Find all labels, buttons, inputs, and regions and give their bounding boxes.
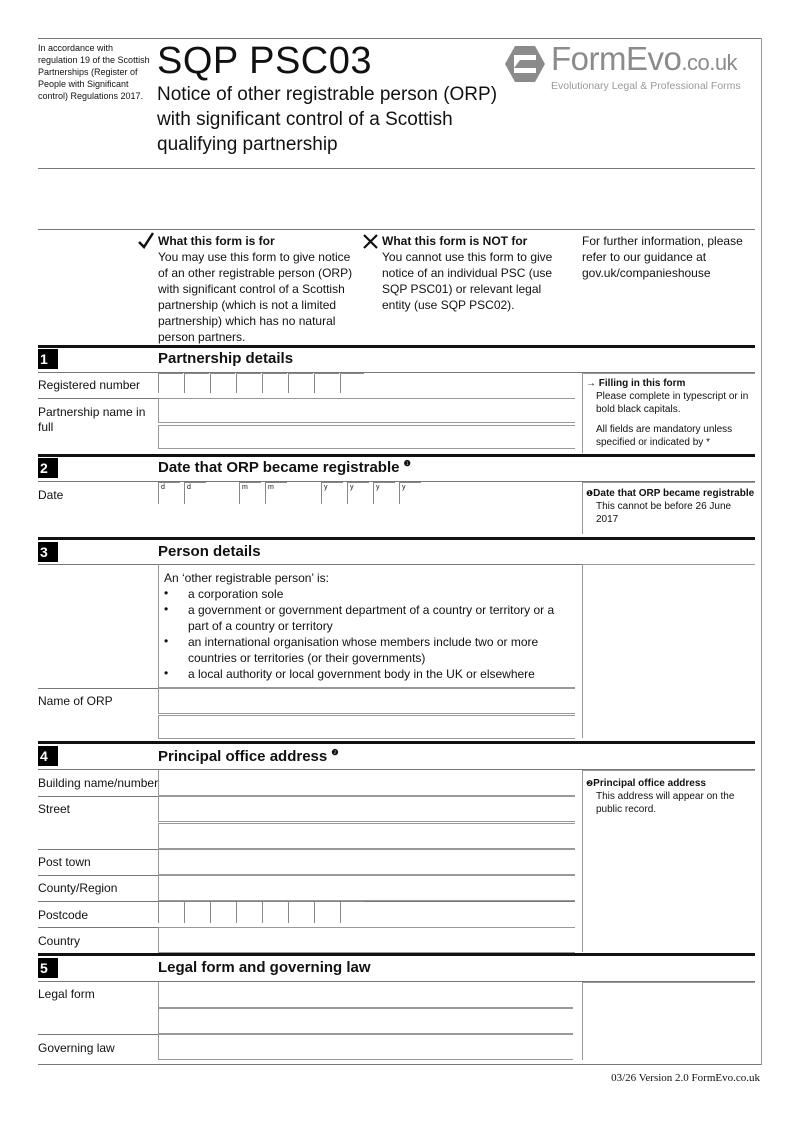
form-not-for-heading: What this form is NOT for bbox=[382, 234, 528, 248]
section2-rule bbox=[38, 454, 755, 457]
section4-rule bbox=[38, 741, 755, 744]
form-title: Notice of other registrable person (ORP) with significant control of a Scottish qualifying partnership bbox=[157, 84, 498, 155]
form-for-block bbox=[158, 233, 353, 345]
section1-title: Partnership details bbox=[158, 350, 294, 367]
hexagon-logo-icon bbox=[505, 44, 545, 84]
date-label: Date bbox=[38, 488, 64, 502]
info-1-icon: ❶ bbox=[403, 459, 411, 468]
regulation-note: In accordance with regulation 19 of the Scottish Partnerships (Register of People with Significant control) Regulations 2017. bbox=[38, 43, 150, 101]
digit-box[interactable] bbox=[158, 373, 183, 393]
postcode-box[interactable] bbox=[288, 901, 313, 923]
partnership-name-line2[interactable] bbox=[158, 425, 575, 449]
section5-rule bbox=[38, 953, 755, 956]
date-box-m1[interactable]: m bbox=[239, 482, 261, 504]
logo-tagline: Evolutionary Legal & Professional Forms bbox=[551, 80, 741, 92]
post-town-input[interactable] bbox=[158, 849, 575, 875]
orp-item-3: an international organisation whose members include two or more countries or territories (or their governments) bbox=[188, 635, 539, 665]
governing-law-input[interactable] bbox=[158, 1034, 573, 1060]
section3-rule bbox=[38, 537, 755, 540]
postcode-box[interactable] bbox=[158, 901, 183, 923]
bottom-rule bbox=[38, 1064, 761, 1065]
section5-number: 5 bbox=[38, 958, 58, 978]
date-box-d1[interactable]: d bbox=[158, 482, 180, 504]
check-icon bbox=[137, 232, 155, 250]
date-box-d2[interactable]: d bbox=[184, 482, 206, 504]
date-side-text: This cannot be before 26 June 2017 bbox=[596, 501, 732, 525]
section3-sidebox bbox=[582, 564, 755, 738]
form-code: SQP PSC03 bbox=[157, 40, 373, 82]
postcode-box[interactable] bbox=[340, 901, 364, 923]
name-of-orp-label: Name of ORP bbox=[38, 694, 113, 708]
arrow-icon: → bbox=[586, 378, 599, 389]
partnership-name-line1[interactable] bbox=[158, 398, 575, 423]
post-town-label: Post town bbox=[38, 855, 91, 869]
section2-number: 2 bbox=[38, 458, 58, 478]
orp-item-4: a local authority or local government body in the UK or elsewhere bbox=[188, 667, 535, 681]
section3-number: 3 bbox=[38, 542, 58, 562]
orp-item-1: a corporation sole bbox=[188, 587, 284, 601]
registered-number-label: Registered number bbox=[38, 378, 141, 392]
date-box-y1[interactable]: y bbox=[321, 482, 343, 504]
county-label: County/Region bbox=[38, 881, 118, 895]
orp-intro: An ‘other registrable person’ is: bbox=[164, 571, 329, 585]
form-for-text: You may use this form to give notice of an other registrable person (ORP) with significant control of a Scottish partnership (which is not a limited partnership) which has no natural person partners. bbox=[158, 250, 353, 344]
info-2-side-icon: ❷ bbox=[586, 779, 594, 788]
county-input[interactable] bbox=[158, 875, 575, 901]
legal-form-line2[interactable] bbox=[158, 1008, 573, 1034]
postcode-label: Postcode bbox=[38, 908, 89, 922]
digit-box[interactable] bbox=[210, 373, 235, 393]
section5-title: Legal form and governing law bbox=[158, 959, 371, 976]
governing-law-label: Governing law bbox=[38, 1041, 115, 1055]
logo-tld: .co.uk bbox=[681, 50, 738, 75]
address-side-heading: Principal office address bbox=[593, 778, 706, 789]
info-1-side-icon: ❶ bbox=[586, 489, 594, 498]
cross-icon bbox=[363, 234, 378, 249]
top-rule bbox=[38, 38, 761, 39]
bullet: • bbox=[164, 666, 169, 680]
street-input-line2[interactable] bbox=[158, 823, 575, 849]
digit-box[interactable] bbox=[288, 373, 313, 393]
further-info: For further information, please refer to our guidance at gov.uk/companieshouse bbox=[582, 234, 743, 280]
filling-in-text1: Please complete in typescript or in bold black capitals. bbox=[596, 391, 749, 415]
partnership-name-label: Partnership name in full bbox=[38, 405, 146, 434]
street-input-line1[interactable] bbox=[158, 796, 575, 822]
header-rule bbox=[38, 168, 755, 169]
section4-number: 4 bbox=[38, 746, 58, 766]
building-label: Building name/number bbox=[38, 776, 159, 790]
bullet: • bbox=[164, 586, 169, 600]
name-of-orp-line2[interactable] bbox=[158, 715, 575, 739]
digit-box[interactable] bbox=[184, 373, 209, 393]
date-box-m2[interactable]: m bbox=[265, 482, 287, 504]
footer-version: 03/26 Version 2.0 FormEvo.co.uk bbox=[611, 1072, 760, 1084]
filling-in-heading: Filling in this form bbox=[598, 378, 686, 389]
digit-box[interactable] bbox=[262, 373, 287, 393]
date-side-heading: Date that ORP became registrable bbox=[593, 488, 755, 499]
date-box-y4[interactable]: y bbox=[399, 482, 421, 504]
building-input[interactable] bbox=[158, 770, 575, 796]
orp-item-2: a government or government department of a country or territory or a part of a country or territory bbox=[188, 603, 555, 633]
legal-form-line1[interactable] bbox=[158, 982, 573, 1008]
date-box-y3[interactable]: y bbox=[373, 482, 395, 504]
street-label: Street bbox=[38, 802, 71, 816]
address-side-text: This address will appear on the public record. bbox=[596, 791, 735, 815]
filling-in-text2: All fields are mandatory unless specified or indicated by * bbox=[596, 424, 733, 448]
section1-number: 1 bbox=[38, 349, 58, 369]
digit-box[interactable] bbox=[314, 373, 339, 393]
form-for-heading: What this form is for bbox=[158, 234, 275, 248]
logo-brand: FormEvo bbox=[551, 40, 682, 77]
postcode-box[interactable] bbox=[236, 901, 261, 923]
intro-rule bbox=[38, 229, 755, 230]
section5-sidebox bbox=[582, 982, 755, 1060]
name-of-orp-line1[interactable] bbox=[158, 688, 575, 714]
digit-box[interactable] bbox=[236, 373, 261, 393]
postcode-box[interactable] bbox=[184, 901, 209, 923]
section4-title: Principal office address bbox=[158, 748, 328, 765]
form-not-for-text: You cannot use this form to give notice of an individual PSC (use SQP PSC01) or relevant legal entity (use SQP PSC02). bbox=[382, 250, 553, 312]
postcode-box[interactable] bbox=[210, 901, 235, 923]
address-sidebox bbox=[582, 770, 755, 952]
right-rule bbox=[761, 38, 762, 1065]
date-sidebox bbox=[582, 482, 755, 534]
section2-title: Date that ORP became registrable bbox=[158, 459, 400, 476]
date-box-y2[interactable]: y bbox=[347, 482, 369, 504]
info-2-icon: ❷ bbox=[331, 748, 339, 757]
legal-form-label: Legal form bbox=[38, 987, 95, 1001]
filling-in-sidebox bbox=[582, 373, 755, 453]
digit-box[interactable] bbox=[340, 373, 364, 393]
section3-title: Person details bbox=[158, 543, 261, 560]
section1-rule bbox=[38, 345, 755, 348]
country-label: Country bbox=[38, 934, 81, 948]
bullet: • bbox=[164, 602, 169, 616]
formevo-logo bbox=[505, 42, 760, 102]
postcode-box[interactable] bbox=[314, 901, 339, 923]
form-not-for-block bbox=[382, 233, 567, 313]
bullet: • bbox=[164, 634, 169, 648]
postcode-box[interactable] bbox=[262, 901, 287, 923]
country-input[interactable] bbox=[158, 927, 575, 953]
